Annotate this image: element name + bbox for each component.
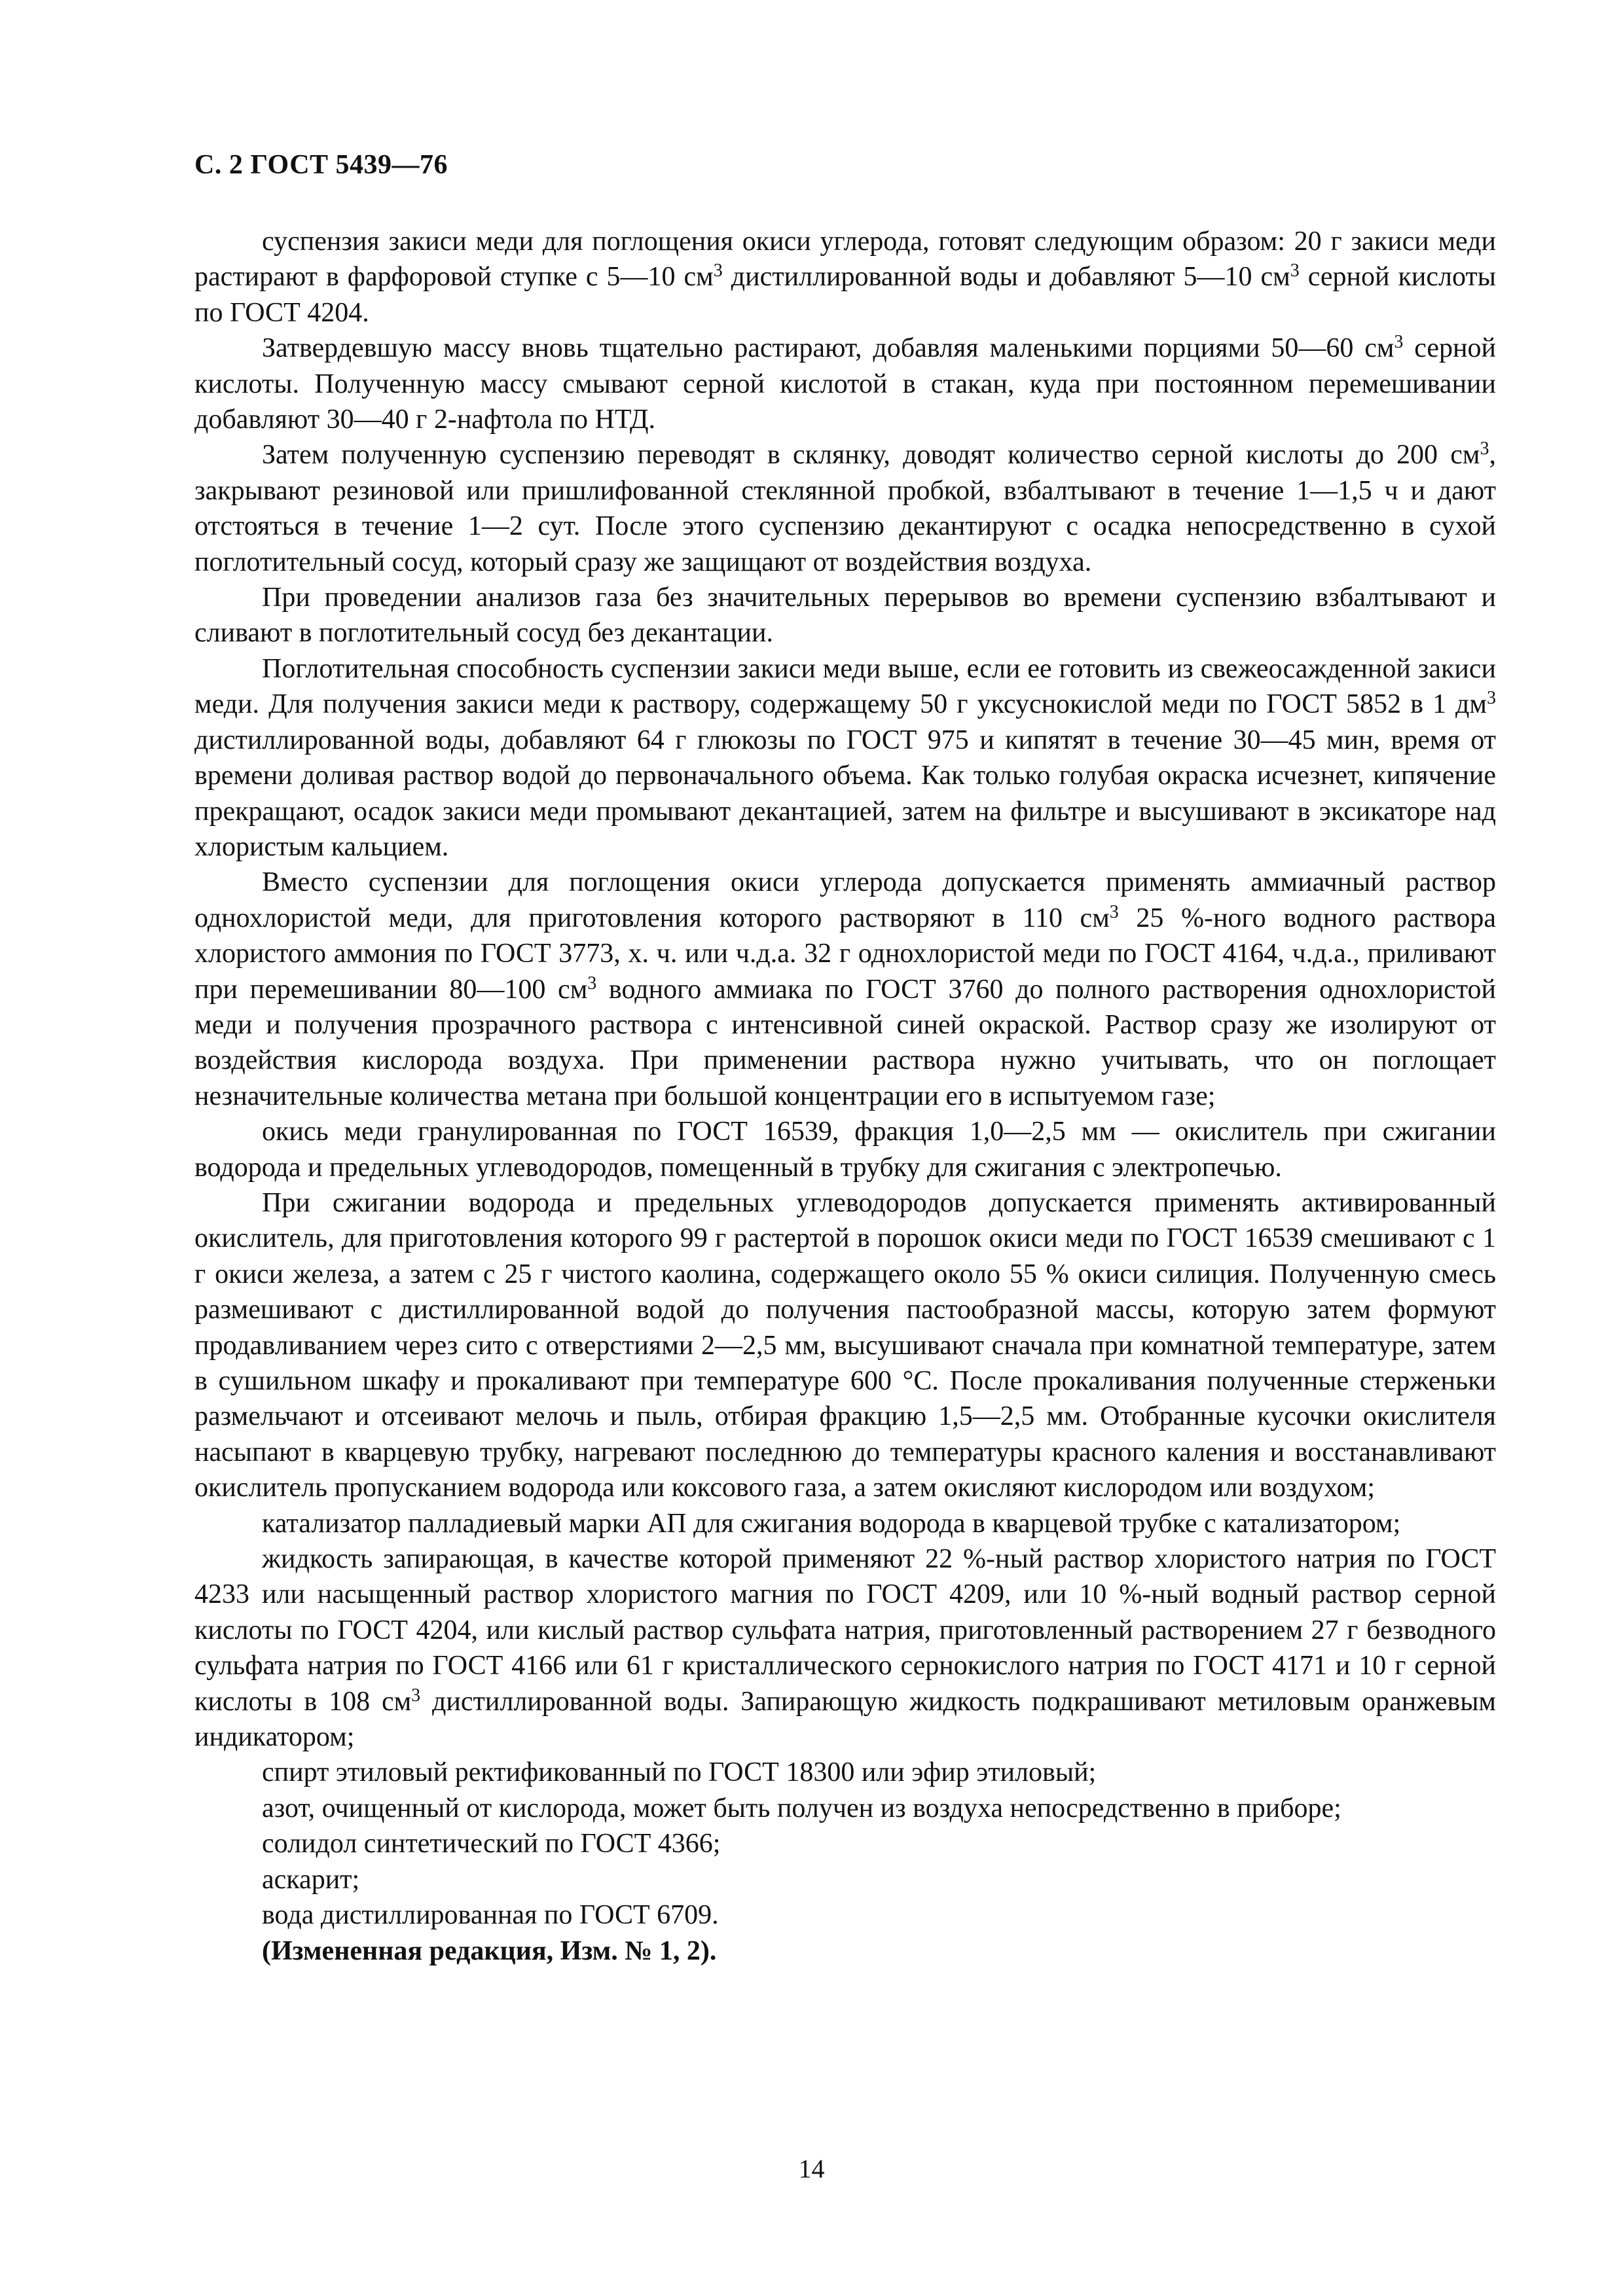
paragraph-palladium-catalyst: катализатор палладиевый марки АП для сжигания водорода в кварцевой трубке с катализатором; xyxy=(262,1508,1401,1539)
list-item-solidol: солидол синтетический по ГОСТ 4366; xyxy=(262,1829,721,1859)
revision-note: (Измененная редакция, Изм. № 1, 2). xyxy=(262,1935,717,1966)
paragraph-absorption-capacity: Поглотительная способность суспензии закиси меди выше, если ее готовить из свежеосажденной закиси меди. Для получения закиси меди к раствору, содержащему 50 г уксуснокислой меди по ГОСТ 5852 в 1 $дм^3$ дистиллированной воды, добавляют 64 г глюкозы по ГОСТ 975 и кипятят в течение 30—45 мин, время от времени доливая раствор водой до первоначального объема. Как только голубая окраска исчезнет, кипячение прекращают, осадок закиси меди промывают декантацией, затем на фильтре и высушивают в эксикаторе над хлористым кальцием. xyxy=(194,653,1496,862)
page-number: 14 xyxy=(798,2154,825,2183)
paragraph-gas-analysis: При проведении анализов газа без значительных перерывов во времени суспензию взбалтывают и сливают в поглотительный сосуд без декантации. xyxy=(194,583,1496,649)
list-item-ethyl-alcohol: спирт этиловый ректификованный по ГОСТ 18300 или эфир этиловый; xyxy=(262,1757,1097,1788)
paragraph-copper-oxide: окись меди гранулированная по ГОСТ 16539, фракция 1,0—2,5 мм — окислитель при сжигании водорода и предельных углеводородов, помещенный в трубку для сжигания с электропечью. xyxy=(194,1117,1496,1183)
paragraph-transfer-suspension: Затем полученную суспензию переводят в склянку, доводят количество серной кислоты до 200 $см^3$, закрывают резиновой или пришлифованной стеклянной пробкой, взбалтывают в течение 1—1,5 ч и дают отстояться в течение 1—2 сут. После этого суспензию декантируют с осадка непосредственно в сухой поглотительный сосуд, который сразу же защищают от воздействия воздуха. xyxy=(194,439,1496,577)
list-item-ascarite: аскарит; xyxy=(262,1864,360,1895)
paragraph-hardened-mass: Затвердевшую массу вновь тщательно растирают, добавляя маленькими порциями 50—60 $см^3$ серной кислоты. Полученную массу смывают серной кислотой в стакан, куда при постоянном перемешивании добавляют 30—40 г 2-нафтола по НТД. xyxy=(194,332,1496,435)
paragraph-cuprous-suspension: суспензия закиси меди для поглощения окиси углерода, готовят следующим образом: 20 г закиси меди растирают в фарфоровой ступке с 5—10 $см^3$ дистиллированной воды и добавляют 5—10 $см^3$ серной кислоты по ГОСТ 4204. xyxy=(194,226,1496,328)
paragraph-sealing-liquid: жидкость запирающая, в качестве которой применяют 22 %-ный раствор хлористого натрия по ГОСТ 4233 или насыщенный раствор хлористого магния по ГОСТ 4209, или 10 %-ный водный раствор серной кислоты по ГОСТ 4204, или кислый раствор сульфата натрия, приготовленный растворением 27 г безводного сульфата натрия по ГОСТ 4166 или 61 г кристаллического сернокислого натрия по ГОСТ 4171 и 10 г серной кислоты в 108 $см^3$ дистиллированной воды. Запирающую жидкость подкрашивают метиловым оранжевым индикатором; xyxy=(194,1544,1496,1753)
list-item-distilled-water: вода дистиллированная по ГОСТ 6709. xyxy=(262,1900,719,1931)
body-text xyxy=(194,224,1496,1969)
paragraph-activated-oxidizer: При сжигании водорода и предельных углеводородов допускается применять активированный окислитель, для приготовления которого 99 г растертой в порошок окиси меди по ГОСТ 16539 смешивают с 1 г окиси железа, а затем с 25 г чистого каолина, содержащего около 55 % окиси силиция. Полученную смесь размешивают с дистиллированной водой до получения пастообразной массы, которую затем формуют продавливанием через сито с отверстиями 2—2,5 мм, высушивают сначала при комнатной температуре, затем в сушильном шкафу и прокаливают при температуре 600 °С. После прокаливания полученные стерженьки размельчают и отсеивают мелочь и пыль, отбирая фракцию 1,5—2,5 мм. Отобранные кусочки окислителя насыпают в кварцевую трубку, нагревают последнюю до температуры красного каления и восстанавливают окислитель пропусканием водорода или коксового газа, а затем окисляют кислородом или воздухом; xyxy=(194,1187,1496,1503)
paragraph-ammonia-solution: Вместо суспензии для поглощения окиси углерода допускается применять аммиачный раствор однохлористой меди, для приготовления которого растворяют в 110 $см^3$ 25 %-ного водного раствора хлористого аммония по ГОСТ 3773, х. ч. или ч.д.а. 32 г однохлористой меди по ГОСТ 4164, ч.д.а., приливают при перемешивании 80—100 $см^3$ водного аммиака по ГОСТ 3760 до полного растворения однохлористой меди и получения прозрачного раствора с интенсивной синей окраской. Раствор сразу же изолируют от воздействия кислорода воздуха. При применении раствора нужно учитывать, что он поглощает незначительные количества метана при большой концентрации его в испытуемом газе; xyxy=(194,867,1496,1111)
page-header: С. 2 ГОСТ 5439—76 xyxy=(194,150,448,180)
list-item-nitrogen: азот, очищенный от кислорода, может быть получен из воздуха непосредственно в приборе; xyxy=(262,1793,1341,1823)
